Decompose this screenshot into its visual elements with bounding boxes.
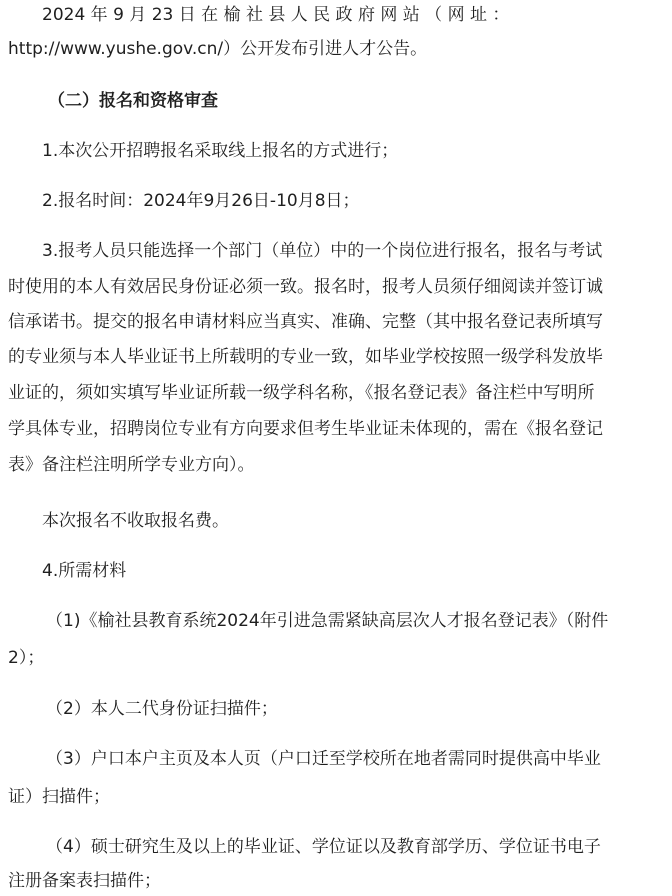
material-4-text-1: （4）硕士研究生及以上的毕业证、学位证以及教育部学历、学位证书电子 [46,837,601,857]
material-4-line-2 [8,866,664,896]
fee-note [8,506,664,536]
material-1-text-2: 2）； [8,648,45,668]
item-3-line-5 [8,378,664,408]
item-4-text: 4.所需材料 [42,561,127,581]
item-3-text-4: 的专业须与本人毕业证书上所载明的专业一致，如毕业学校按照一级学科发放毕 [8,347,603,367]
item-3-text-2: 时使用的本人有效居民身份证必须一致。报名时，报考人员须仔细阅读并签订诚 [8,277,603,297]
section-heading [8,86,664,116]
item-1 [8,136,664,166]
item-3-text-1: 3.报考人员只能选择一个部门（单位）中的一个岗位进行报名，报名与考试 [42,241,603,261]
intro-text-1: 2024 年 9 月 23 日 在 榆 社 县 人 民 政 府 网 站 （ 网 址 ： [42,5,510,25]
material-1-text-1: （1)《榆社县教育系统2024年引进急需紧缺高层次人才报名登记表》（附件 [46,611,609,631]
material-1-line-2 [8,643,664,673]
item-3-text-3: 信承诺书。提交的报名申请材料应当真实、准确、完整（其中报名登记表所填写 [8,312,603,332]
material-3-text-1: （3）户口本户主页及本人页（户口迁至学校所在地者需同时提供高中毕业 [46,749,601,769]
material-4-line-1 [8,832,664,862]
intro-text-2: http://www.yushe.gov.cn/）公开发布引进人才公告。 [8,39,428,59]
item-3-line-6 [8,414,664,444]
item-3-text-5: 业证的，须如实填写毕业证所载一级学科名称，《报名登记表》备注栏中写明所 [8,383,595,403]
item-3-line-2 [8,272,664,302]
intro-line-2 [8,34,664,64]
item-3-line-3 [8,307,664,337]
fee-note-text: 本次报名不收取报名费。 [42,511,229,531]
item-1-text: 1.本次公开招聘报名采取线上报名的方式进行； [42,141,399,161]
item-3-line-1 [8,236,664,266]
item-3-line-7 [8,450,664,480]
material-2 [8,694,664,724]
intro-line-1 [8,0,664,30]
section-heading-text: （二）报名和资格审查 [48,91,218,111]
item-3-text-6: 学具体专业，招聘岗位专业有方向要求但考生毕业证未体现的，需在《报名登记 [8,419,603,439]
material-3-text-2: 证）扫描件； [8,787,110,807]
item-2-text: 2.报名时间：2024年9月26日-10月8日； [42,191,360,211]
item-2 [8,186,664,216]
material-2-text: （2）本人二代身份证扫描件； [46,699,278,719]
material-1-line-1 [8,606,664,636]
material-4-text-2: 注册备案表扫描件； [8,871,161,891]
item-3-text-7: 表》备注栏注明所学专业方向）。 [8,455,255,475]
material-3-line-1 [8,744,664,774]
item-4 [8,556,664,586]
material-3-line-2 [8,782,664,812]
item-3-line-4 [8,342,664,372]
